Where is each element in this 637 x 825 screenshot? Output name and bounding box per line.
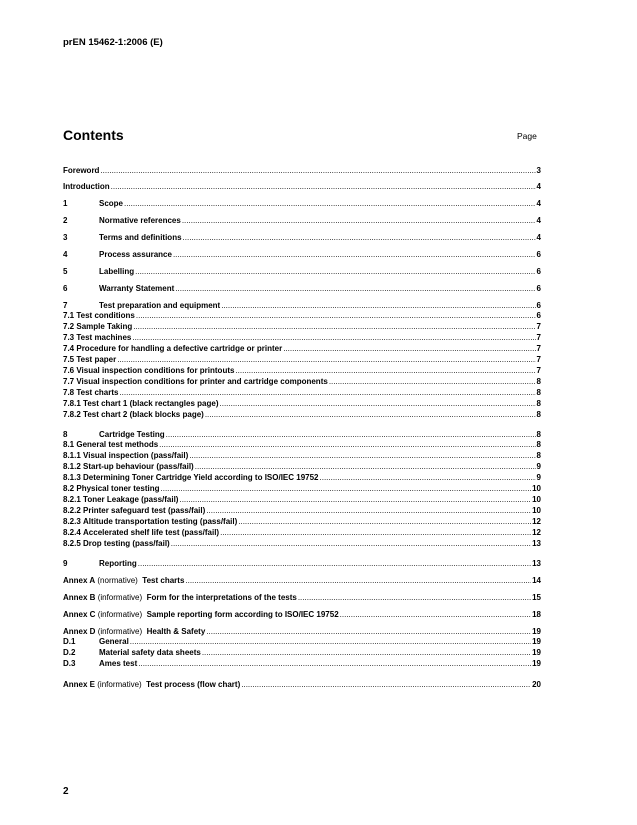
dot-leader (298, 593, 531, 603)
toc-entry-title: Procedure for handling a defective cartridge or printer (76, 344, 283, 353)
toc-entry-title: Visual inspection (pass/fail) (83, 451, 189, 460)
toc-entry[interactable] (63, 627, 541, 637)
toc-entry-title: Process assurance (99, 250, 172, 259)
dot-leader (175, 284, 535, 294)
toc-entry-title: Drop testing (pass/fail) (83, 539, 170, 548)
toc-entry-title: Test preparation and equipment (99, 301, 221, 310)
dot-leader (117, 355, 535, 365)
toc-entry-page: 19 (532, 627, 541, 636)
dot-leader (241, 680, 531, 690)
dot-leader (221, 301, 535, 311)
toc-entry-page: 7 (536, 322, 541, 331)
toc-entry-number: 8 (63, 430, 68, 439)
toc-entry[interactable] (63, 610, 541, 620)
toc-entry[interactable] (63, 166, 541, 176)
dot-leader (320, 473, 536, 483)
dot-leader (189, 451, 535, 461)
toc-entry-number: 7.1 (63, 311, 75, 320)
toc-entry-title: Form for the interpretations of the tests (146, 593, 297, 602)
toc-entry-page: 7 (536, 355, 541, 364)
toc-entry-title: Test charts (142, 576, 185, 585)
toc-entry[interactable] (63, 267, 541, 277)
toc-entry-title: Test paper (76, 355, 117, 364)
toc-entry-page: 4 (536, 216, 541, 225)
toc-entry-title: Terms and definitions (99, 233, 182, 242)
toc-entry-page: 6 (536, 267, 541, 276)
toc-entry-page: 12 (532, 517, 541, 526)
toc-entry-title: Test process (flow chart) (146, 680, 241, 689)
toc-entry-title: Visual inspection conditions for printer and cartridge components (76, 377, 328, 386)
toc-entry-number: 7.8 (63, 388, 75, 397)
toc-entry[interactable] (63, 344, 541, 354)
toc-entry-title: Normative references (99, 216, 181, 225)
toc-entry-title: Printer safeguard test (pass/fail) (83, 506, 206, 515)
toc-entry-number: 1 (63, 199, 68, 208)
dot-leader (138, 659, 531, 669)
toc-entry-page: 8 (536, 440, 541, 449)
toc-entry[interactable] (63, 284, 541, 294)
toc-entry-page: 19 (532, 659, 541, 668)
dot-leader (171, 539, 531, 549)
toc-entry-number: Annex A (63, 576, 96, 585)
page-column-label: Page (517, 131, 537, 141)
annex-type: (informative) (97, 593, 143, 602)
toc-entry[interactable] (63, 301, 541, 311)
toc-entry-page: 12 (532, 528, 541, 537)
dot-leader (220, 528, 531, 538)
toc-entry-page: 8 (536, 430, 541, 439)
toc-entry-title: Test charts (76, 388, 119, 397)
toc-entry[interactable] (63, 659, 541, 669)
toc-entry[interactable] (63, 311, 541, 321)
toc-entry-page: 8 (536, 377, 541, 386)
annex-type: (informative) (97, 610, 143, 619)
dot-leader (220, 399, 536, 409)
toc-entry-title: General test methods (76, 440, 159, 449)
annex-type: (normative) (97, 576, 138, 585)
toc-entry-title: Sample reporting form according to ISO/IEC 19752 (146, 610, 339, 619)
toc-entry[interactable] (63, 517, 541, 527)
toc-entry[interactable] (63, 440, 541, 450)
dot-leader (161, 484, 532, 494)
toc-entry[interactable] (63, 484, 541, 494)
toc-entry-number: D.2 (63, 648, 76, 657)
toc-entry[interactable] (63, 199, 541, 209)
toc-entry-number: 7 (63, 301, 68, 310)
toc-entry-number: 7.8.1 (63, 399, 81, 408)
toc-entry[interactable] (63, 250, 541, 260)
dot-leader (173, 250, 536, 260)
toc-entry-title: Foreword (63, 166, 100, 175)
table-of-contents (63, 0, 541, 825)
toc-entry[interactable] (63, 388, 541, 398)
toc-entry[interactable] (63, 462, 541, 472)
annex-type: (informative) (97, 627, 143, 636)
dot-leader (206, 627, 531, 637)
toc-entry-page: 8 (536, 399, 541, 408)
dot-leader (202, 648, 531, 658)
toc-entry-number: 3 (63, 233, 68, 242)
toc-entry-number: 8.2.2 (63, 506, 81, 515)
toc-entry-title: Health & Safety (146, 627, 206, 636)
toc-entry-number: 7.3 (63, 333, 75, 342)
toc-entry-page: 7 (536, 333, 541, 342)
dot-leader (119, 388, 535, 398)
dot-leader (135, 267, 535, 277)
toc-entry-number: 8.2.4 (63, 528, 81, 537)
toc-entry-title: Test machines (76, 333, 132, 342)
dot-leader (185, 576, 531, 586)
toc-entry-number: 9 (63, 559, 68, 568)
toc-entry-page: 14 (532, 576, 541, 585)
toc-entry-page: 20 (532, 680, 541, 689)
toc-entry-title: Physical toner testing (76, 484, 160, 493)
toc-entry-number: 8.1.3 (63, 473, 81, 482)
dot-leader (133, 322, 535, 332)
toc-entry[interactable] (63, 637, 541, 647)
toc-entry-title: Ames test (99, 659, 138, 668)
dot-leader (159, 440, 535, 450)
toc-entry-page: 19 (532, 648, 541, 657)
dot-leader (132, 333, 535, 343)
toc-entry-title: Test chart 1 (black rectangles page) (83, 399, 219, 408)
toc-entry[interactable] (63, 355, 541, 365)
toc-entry-page: 3 (536, 166, 541, 175)
toc-entry-number: 2 (63, 216, 68, 225)
dot-leader (205, 410, 536, 420)
toc-entry-page: 10 (532, 484, 541, 493)
toc-entry-title: Accelerated shelf life test (pass/fail) (83, 528, 220, 537)
toc-entry-page: 7 (536, 366, 541, 375)
toc-entry-title: Toner Leakage (pass/fail) (83, 495, 179, 504)
toc-entry[interactable] (63, 366, 541, 376)
toc-entry-title: Sample Taking (76, 322, 133, 331)
toc-entry[interactable] (63, 399, 541, 409)
toc-entry-number: 7.7 (63, 377, 75, 386)
toc-entry-number: 7.6 (63, 366, 75, 375)
toc-entry-page: 9 (536, 473, 541, 482)
toc-entry-number: 8.2.3 (63, 517, 81, 526)
toc-entry-title: Determining Toner Cartridge Yield according to ISO/IEC 19752 (83, 473, 319, 482)
toc-entry-page: 7 (536, 344, 541, 353)
toc-entry-number: 6 (63, 284, 68, 293)
document-id: prEN 15462-1:2006 (E) (63, 37, 163, 48)
dot-leader (329, 377, 536, 387)
toc-entry-page: 4 (536, 182, 541, 191)
dot-leader (206, 506, 531, 516)
toc-entry[interactable] (63, 182, 541, 192)
toc-entry-title: Warranty Statement (99, 284, 175, 293)
dot-leader (111, 182, 536, 192)
toc-entry[interactable] (63, 506, 541, 516)
annex-type: (informative) (97, 680, 142, 689)
toc-entry-title: Altitude transportation testing (pass/fail) (83, 517, 238, 526)
toc-entry-number: Annex D (63, 627, 96, 636)
dot-leader (283, 344, 535, 354)
toc-entry-title: Test chart 2 (black blocks page) (83, 410, 204, 419)
toc-entry-number: Annex B (63, 593, 96, 602)
toc-entry-number: D.3 (63, 659, 76, 668)
toc-entry-number: D.1 (63, 637, 76, 646)
dot-leader (179, 495, 531, 505)
toc-entry-number: 7.8.2 (63, 410, 81, 419)
toc-entry[interactable] (63, 539, 541, 549)
dot-leader (136, 311, 536, 321)
dot-leader (124, 199, 536, 209)
toc-entry-title: Introduction (63, 182, 110, 191)
toc-entry-number: 7.5 (63, 355, 75, 364)
toc-entry-title: Labelling (99, 267, 135, 276)
toc-entry-number: Annex C (63, 610, 96, 619)
toc-entry[interactable] (63, 680, 541, 690)
dot-leader (183, 233, 536, 243)
toc-entry-page: 10 (532, 495, 541, 504)
toc-entry-title: General (99, 637, 129, 646)
toc-entry[interactable] (63, 216, 541, 226)
toc-entry-page: 19 (532, 637, 541, 646)
toc-entry[interactable] (63, 495, 541, 505)
toc-entry-page: 6 (536, 250, 541, 259)
toc-entry-number: 8.2.5 (63, 539, 81, 548)
contents-title: Contents (63, 127, 124, 143)
toc-entry-page: 8 (536, 388, 541, 397)
toc-entry-page: 13 (532, 539, 541, 548)
toc-entry-page: 9 (536, 462, 541, 471)
page-number: 2 (63, 786, 69, 797)
toc-entry-title: Scope (99, 199, 124, 208)
toc-entry[interactable] (63, 233, 541, 243)
toc-entry[interactable] (63, 410, 541, 420)
toc-entry[interactable] (63, 528, 541, 538)
toc-entry-number: 8.2.1 (63, 495, 81, 504)
dot-leader (100, 166, 535, 176)
toc-entry-number: Annex E (63, 680, 96, 689)
toc-entry[interactable] (63, 648, 541, 658)
dot-leader (235, 366, 535, 376)
toc-entry-number: 7.4 (63, 344, 75, 353)
toc-entry-page: 8 (536, 451, 541, 460)
toc-entry-title: Test conditions (76, 311, 135, 320)
toc-entry-page: 15 (532, 593, 541, 602)
toc-entry[interactable] (63, 333, 541, 343)
toc-entry[interactable] (63, 322, 541, 332)
dot-leader (138, 559, 531, 569)
toc-entry-number: 5 (63, 267, 68, 276)
dot-leader (340, 610, 531, 620)
toc-entry-page: 6 (536, 284, 541, 293)
dot-leader (195, 462, 536, 472)
toc-entry[interactable] (63, 473, 541, 483)
toc-entry-number: 7.2 (63, 322, 75, 331)
toc-entry-title: Visual inspection conditions for printouts (76, 366, 235, 375)
toc-entry-page: 8 (536, 410, 541, 419)
toc-entry-page: 18 (532, 610, 541, 619)
toc-entry-page: 10 (532, 506, 541, 515)
toc-entry-number: 8.1.1 (63, 451, 81, 460)
toc-entry-title: Start-up behaviour (pass/fail) (83, 462, 194, 471)
toc-entry-title: Material safety data sheets (99, 648, 201, 657)
toc-entry[interactable] (63, 576, 541, 586)
toc-entry[interactable] (63, 559, 541, 569)
toc-entry-page: 6 (536, 311, 541, 320)
toc-entry-page: 6 (536, 301, 541, 310)
toc-entry[interactable] (63, 593, 541, 603)
dot-leader (166, 430, 536, 440)
toc-entry-number: 8.1.2 (63, 462, 81, 471)
toc-entry-number: 8.2 (63, 484, 75, 493)
toc-entry[interactable] (63, 430, 541, 440)
toc-entry-title: Reporting (99, 559, 137, 568)
dot-leader (182, 216, 536, 226)
toc-entry-number: 4 (63, 250, 68, 259)
toc-entry[interactable] (63, 377, 541, 387)
toc-entry-number: 8.1 (63, 440, 75, 449)
dot-leader (238, 517, 531, 527)
toc-entry-title: Cartridge Testing (99, 430, 165, 439)
dot-leader (130, 637, 531, 647)
toc-entry-page: 4 (536, 233, 541, 242)
toc-entry-page: 13 (532, 559, 541, 568)
toc-entry-page: 4 (536, 199, 541, 208)
toc-entry[interactable] (63, 451, 541, 461)
